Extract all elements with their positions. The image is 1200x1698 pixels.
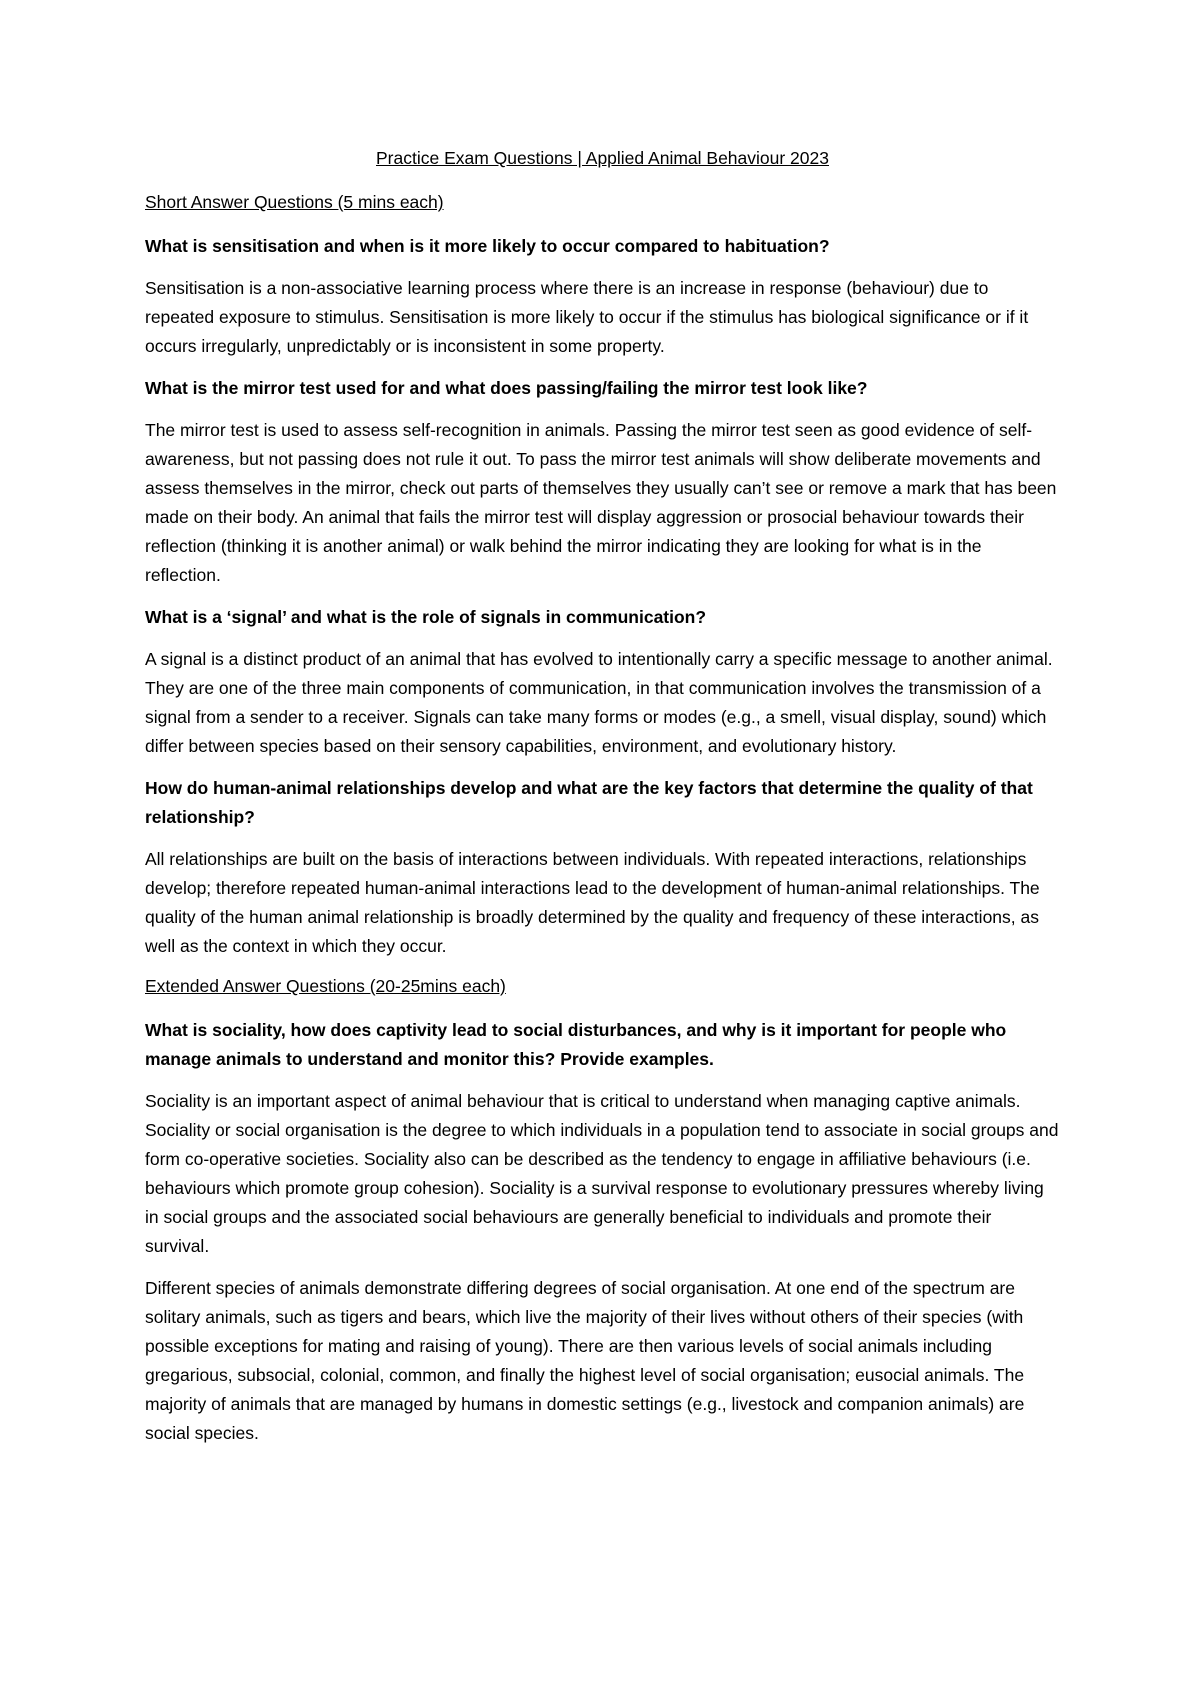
question-human-animal-relationships: How do human-animal relationships develop and what are the key factors that determine the quality of that relationship?	[145, 778, 1033, 827]
answer-signal: A signal is a distinct product of an animal that has evolved to intentionally carry a specific message to another animal. They are one of the three main components of communication, in that communication involves the transmission of a signal from a sender to a receiver. Signals can take many forms or modes (e.g., a smell, visual display, sound) which differ between species based on their sensory capabilities, environment, and evolutionary history.	[145, 649, 1053, 756]
question-sensitisation: What is sensitisation and when is it more likely to occur compared to habituation?	[145, 236, 830, 256]
answer-sensitisation: Sensitisation is a non-associative learning process where there is an increase in response (behaviour) due to repeated exposure to stimulus. Sensitisation is more likely to occur if the stimulus has biological significance or if it occurs irregularly, unpredictably or is inconsistent in some property.	[145, 278, 1029, 356]
question-mirror-test: What is the mirror test used for and what does passing/failing the mirror test look like?	[145, 378, 868, 398]
answer-sociality-paragraph-2: Different species of animals demonstrate differing degrees of social organisation. At one end of the spectrum are solitary animals, such as tigers and bears, which live the majority of their lives without others of their species (with possible exceptions for mating and raising of young). There are then various levels of social animals including gregarious, subsocial, colonial, common, and finally the highest level of social organisation; eusocial animals. The majority of animals that are managed by humans in domestic settings (e.g., livestock and companion animals) are social species.	[145, 1278, 1025, 1443]
answer-human-animal-relationships: All relationships are built on the basis of interactions between individuals. With repeated interactions, relationships develop; therefore repeated human-animal interactions lead to the development of human-animal relationships. The quality of the human animal relationship is broadly determined by the quality and frequency of these interactions, as well as the context in which they occur.	[145, 849, 1040, 956]
page-title: Practice Exam Questions | Applied Animal Behaviour 2023	[376, 148, 829, 168]
question-sociality: What is sociality, how does captivity lead to social disturbances, and why is it important for people who manage animals to understand and monitor this? Provide examples.	[145, 1020, 1007, 1069]
answer-sociality-paragraph-1: Sociality is an important aspect of animal behaviour that is critical to understand when managing captive animals. Sociality or social organisation is the degree to which individuals in a population tend to associate in social groups and form co-operative societies. Sociality also can be described as the tendency to engage in affiliative behaviours (i.e. behaviours which promote group cohesion). Sociality is a survival response to evolutionary pressures whereby living in social groups and the associated social behaviours are generally beneficial to individuals and promote their survival.	[145, 1091, 1059, 1256]
short-answer-heading: Short Answer Questions (5 mins each)	[145, 192, 444, 212]
extended-answer-heading: Extended Answer Questions (20-25mins each)	[145, 976, 506, 996]
question-signal: What is a ‘signal’ and what is the role of signals in communication?	[145, 607, 707, 627]
answer-mirror-test: The mirror test is used to assess self-recognition in animals. Passing the mirror test seen as good evidence of self-awareness, but not passing does not rule it out. To pass the mirror test animals will show deliberate movements and assess themselves in the mirror, check out parts of themselves they usually can’t see or remove a mark that has been made on their body. An animal that fails the mirror test will display aggression or prosocial behaviour towards their reflection (thinking it is another animal) or walk behind the mirror indicating they are looking for what is in the reflection.	[145, 420, 1057, 585]
